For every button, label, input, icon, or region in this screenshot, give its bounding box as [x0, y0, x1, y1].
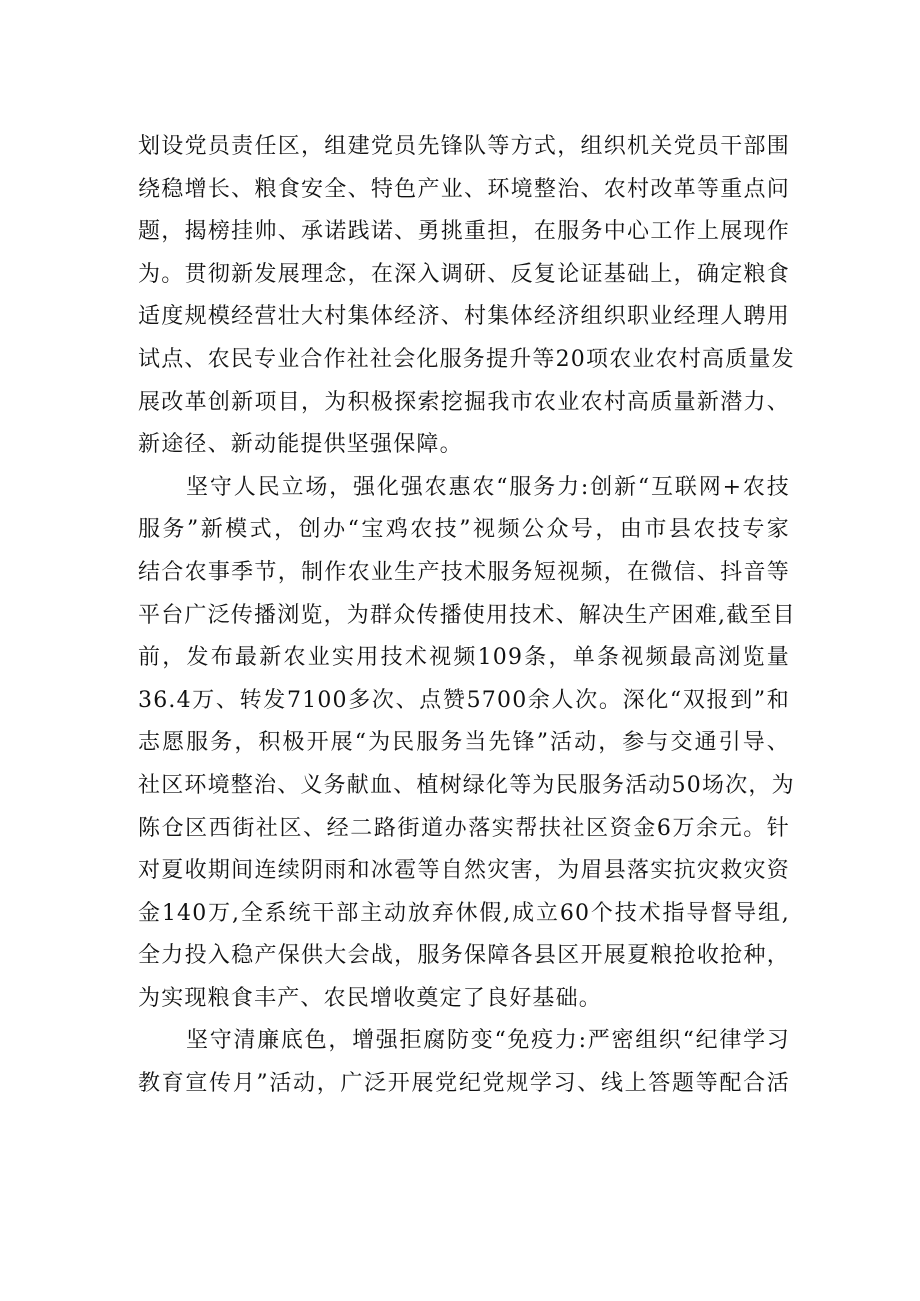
text-line: 金140万,全系统干部主动放弃休假,成立60个技术指导督导组, [138, 900, 790, 926]
body-text [138, 126, 796, 1106]
text-line: 对夏收期间连续阴雨和冰雹等自然灾害，为眉县落实抗灾救灾资 [138, 858, 790, 884]
text-line: 结合农事季节，制作农业生产技术服务短视频，在微信、抖音等 [138, 559, 790, 585]
text-line: 展改革创新项目，为积极探索挖掘我市农业农村高质量新潜力、 [138, 389, 790, 415]
text-line: 坚守清廉底色，增强拒腐防变“免疫力:严密组织“纪律学习 [186, 1028, 790, 1054]
text-line: 为实现粮食丰产、农民增收奠定了良好基础。 [138, 985, 603, 1011]
text-line: 服务”新模式，创办“宝鸡农技”视频公众号，由市县农技专家 [138, 517, 790, 543]
text-line: 坚守人民立场，强化强农惠农“服务力:创新“互联网+农技 [186, 474, 790, 500]
text-line: 前，发布最新农业实用技术视频109条，单条视频最高浏览量 [138, 645, 790, 671]
text-line: 36.4万、转发7100多次、点赞5700余人次。深化“双报到”和 [138, 687, 790, 713]
text-line: 新途径、新动能提供坚强保障。 [138, 432, 463, 458]
paragraph-1 [138, 126, 795, 467]
text-line: 社区环境整治、义务献血、植树绿化等为民服务活动50场次，为 [138, 772, 795, 798]
paragraph-2 [138, 467, 796, 1021]
text-line: 全力投入稳产保供大会战，服务保障各县区开展夏粮抢收抢种， [138, 943, 790, 969]
text-line: 适度规模经营壮大村集体经济、村集体经济组织职业经理人聘用 [138, 304, 790, 330]
text-line: 绕稳增长、粮食安全、特色产业、环境整治、农村改革等重点问 [138, 176, 790, 202]
text-line: 平台广泛传播浏览，为群众传播使用技术、解决生产困难,截至目 [138, 602, 796, 628]
text-line: 题，揭榜挂帅、承诺践诺、勇挑重担，在服务中心工作上展现作 [138, 219, 790, 245]
text-line: 为。贯彻新发展理念，在深入调研、反复论证基础上，确定粮食 [138, 261, 790, 287]
text-line: 试点、农民专业合作社社会化服务提升等20项农业农村高质量发 [138, 346, 795, 372]
text-line: 划设党员责任区，组建党员先锋队等方式，组织机关党员干部围 [138, 134, 790, 159]
text-line: 教育宣传月”活动，广泛开展党纪党规学习、线上答题等配合活 [138, 1071, 790, 1097]
paragraph-3 [138, 1020, 790, 1105]
text-line: 志愿服务，积极开展“为民服务当先锋”活动，参与交通引导、 [138, 730, 790, 756]
text-line: 陈仓区西街社区、经二路街道办落实帮扶社区资金6万余元。针 [138, 815, 790, 841]
